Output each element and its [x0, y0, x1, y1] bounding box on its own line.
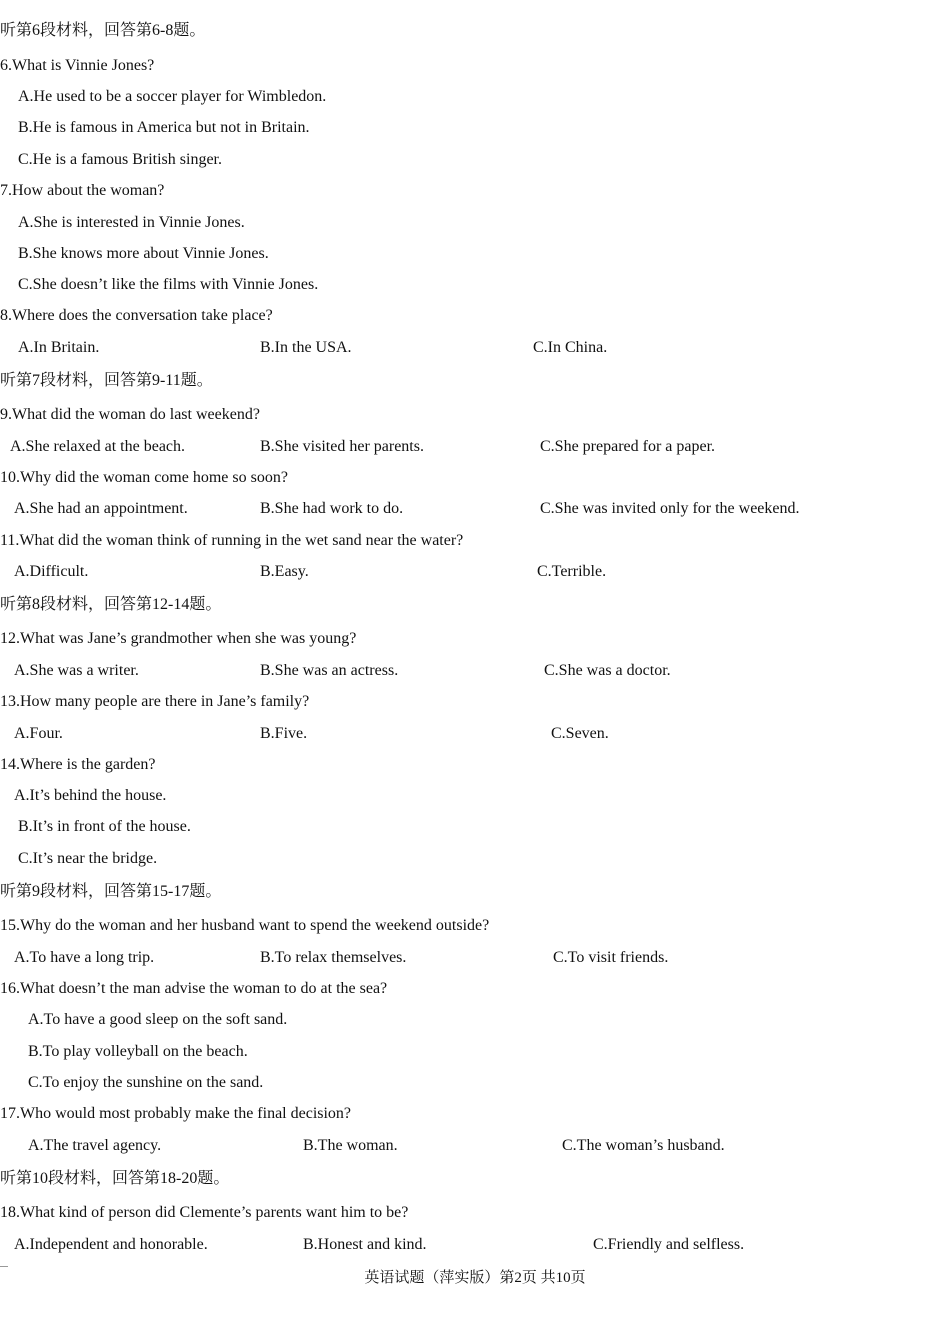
- section-heading: 听第10段材料，回答第18-20题。: [0, 1170, 230, 1187]
- option-a: A.She is interested in Vinnie Jones.: [18, 214, 245, 231]
- option-a: A.In Britain.: [18, 339, 100, 356]
- option-b: B.To play volleyball on the beach.: [28, 1043, 248, 1060]
- option-b: B.She was an actress.: [260, 662, 399, 679]
- question-stem: 7.How about the woman?: [0, 182, 165, 199]
- question-stem: 11.What did the woman think of running in the wet sand near the water?: [0, 532, 464, 549]
- option-b: B.Honest and kind.: [303, 1236, 427, 1253]
- option-b: B.He is famous in America but not in Britain.: [18, 119, 310, 136]
- section-heading: 听第9段材料，回答第15-17题。: [0, 883, 222, 900]
- option-a: A.Difficult.: [14, 563, 89, 580]
- option-b: B.Five.: [260, 725, 308, 742]
- option-c: C.It’s near the bridge.: [18, 850, 158, 867]
- section-heading: 听第6段材料，回答第6-8题。: [0, 22, 206, 39]
- option-b: B.The woman.: [303, 1137, 398, 1154]
- margin-mark: [0, 1266, 8, 1267]
- option-b: B.Easy.: [260, 563, 309, 580]
- option-c: C.He is a famous British singer.: [18, 151, 222, 168]
- option-c: C.Friendly and selfless.: [593, 1236, 745, 1253]
- option-b: B.She visited her parents.: [260, 438, 424, 455]
- option-c: C.The woman’s husband.: [562, 1137, 725, 1154]
- section-heading: 听第8段材料，回答第12-14题。: [0, 596, 222, 613]
- question-stem: 15.Why do the woman and her husband want to spend the weekend outside?: [0, 917, 490, 934]
- question-stem: 13.How many people are there in Jane’s family?: [0, 693, 310, 710]
- option-c: C.Seven.: [551, 725, 609, 742]
- question-stem: 6.What is Vinnie Jones?: [0, 57, 155, 74]
- question-stem: 8.Where does the conversation take place?: [0, 307, 273, 324]
- option-b: B.It’s in front of the house.: [18, 818, 191, 835]
- option-b: B.To relax themselves.: [260, 949, 407, 966]
- option-c: C.She was invited only for the weekend.: [540, 500, 800, 517]
- option-a: A.Four.: [14, 725, 63, 742]
- option-a: A.She was a writer.: [14, 662, 139, 679]
- question-stem: 12.What was Jane’s grandmother when she was young?: [0, 630, 357, 647]
- option-c: C.To visit friends.: [553, 949, 669, 966]
- question-stem: 9.What did the woman do last weekend?: [0, 406, 260, 423]
- option-b: B.She had work to do.: [260, 500, 404, 517]
- option-c: C.She doesn’t like the films with Vinnie Jones.: [18, 276, 319, 293]
- option-c: C.Terrible.: [537, 563, 607, 580]
- option-b: B.She knows more about Vinnie Jones.: [18, 245, 269, 262]
- option-c: C.To enjoy the sunshine on the sand.: [28, 1074, 264, 1091]
- option-c: C.She was a doctor.: [544, 662, 671, 679]
- question-stem: 14.Where is the garden?: [0, 756, 156, 773]
- question-stem: 17.Who would most probably make the final decision?: [0, 1105, 352, 1122]
- option-a: A.Independent and honorable.: [14, 1236, 208, 1253]
- option-a: A.The travel agency.: [28, 1137, 162, 1154]
- section-heading: 听第7段材料，回答第9-11题。: [0, 372, 213, 389]
- page-footer: 英语试题（萍实版）第2页 共10页: [364, 1270, 586, 1286]
- option-c: C.She prepared for a paper.: [540, 438, 716, 455]
- option-a: A.She relaxed at the beach.: [10, 438, 186, 455]
- option-b: B.In the USA.: [260, 339, 352, 356]
- question-stem: 16.What doesn’t the man advise the woman to do at the sea?: [0, 980, 388, 997]
- question-stem: 10.Why did the woman come home so soon?: [0, 469, 288, 486]
- option-a: A.She had an appointment.: [14, 500, 188, 517]
- option-a: A.To have a long trip.: [14, 949, 155, 966]
- question-stem: 18.What kind of person did Clemente’s parents want him to be?: [0, 1204, 409, 1221]
- option-c: C.In China.: [533, 339, 608, 356]
- option-a: A.He used to be a soccer player for Wimbledon.: [18, 88, 327, 105]
- option-a: A.It’s behind the house.: [14, 787, 167, 804]
- option-a: A.To have a good sleep on the soft sand.: [28, 1011, 288, 1028]
